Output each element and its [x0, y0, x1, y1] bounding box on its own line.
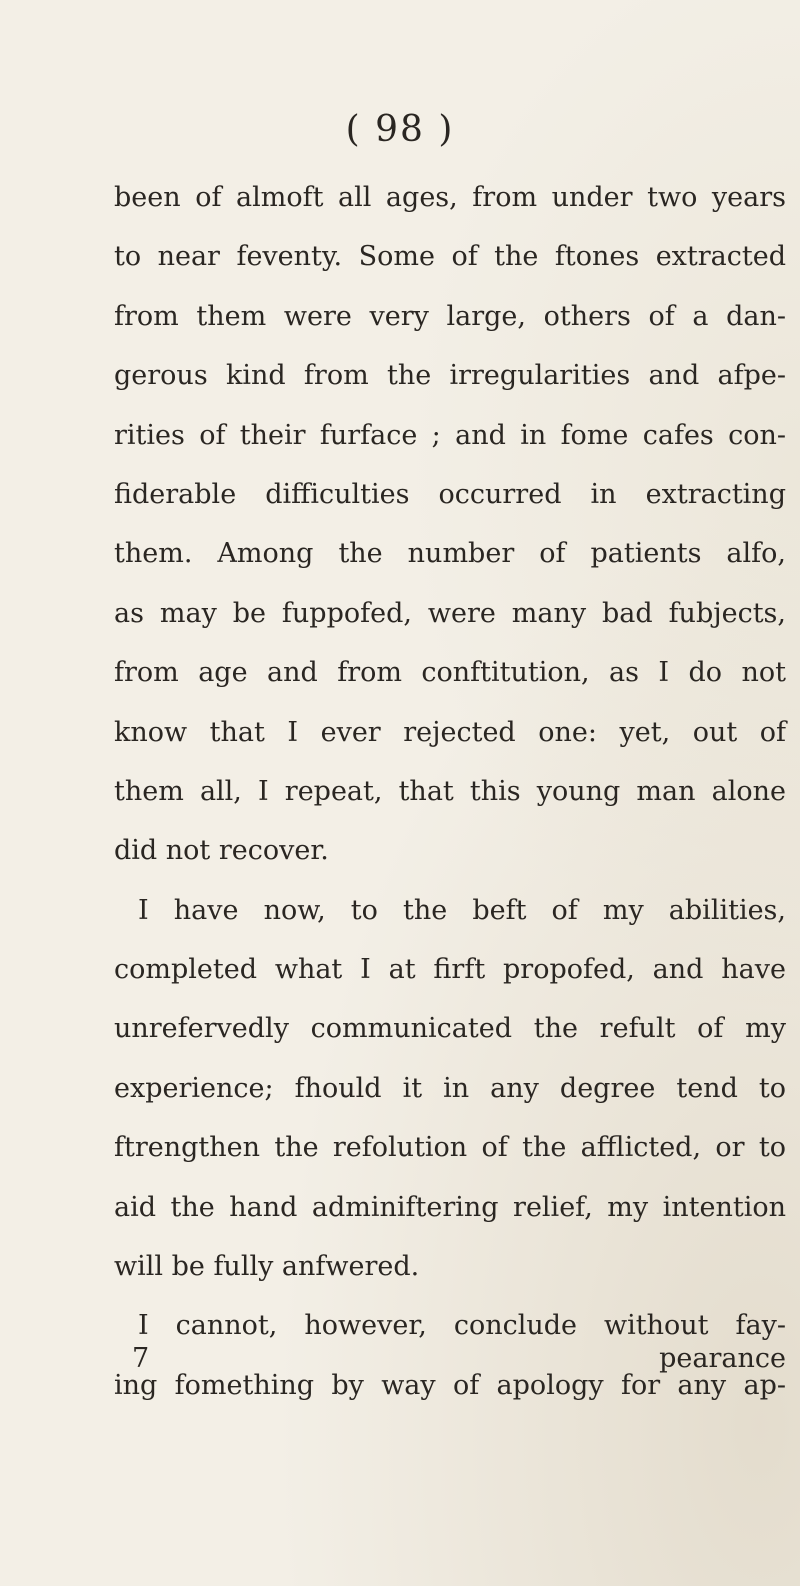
text-line: rities of their furface ; and in fome cafes con-: [114, 419, 786, 451]
text-line: as may be fuppofed, were many bad fubjects,: [114, 597, 786, 629]
paragraph-start-line: I cannot, however, conclude without fay-: [138, 1310, 786, 1342]
text-line: gerous kind from the irregularities and afpe-: [114, 360, 786, 392]
text-line: know that I ever rejected one: yet, out of: [114, 716, 786, 748]
text-line: ing fomething by way of apology for any ap-: [114, 1369, 786, 1401]
text-line: aid the hand adminiftering relief, my intention: [114, 1191, 786, 1223]
text-line: completed what I at firft propofed, and have: [114, 954, 786, 986]
text-line: will be fully anfwered.: [114, 1251, 420, 1283]
text-line: them. Among the number of patients alfo,: [114, 538, 786, 570]
page-footer: [114, 1339, 786, 1379]
catchword: pearance: [659, 1343, 786, 1374]
text-line: to near feventy. Some of the ftones extracted: [114, 241, 786, 273]
text-line: from age and from conftitution, as I do not: [114, 657, 786, 689]
body-text: [114, 168, 786, 1415]
page-number: ( 98 ): [345, 109, 455, 150]
text-line: them all, I repeat, that this young man alone: [114, 775, 786, 807]
text-line: experience; fhould it in any degree tend to: [114, 1072, 786, 1104]
text-line: ftrengthen the refolution of the afflicted, or to: [114, 1132, 786, 1164]
text-line: did not recover.: [114, 835, 329, 867]
text-line: been of almoft all ages, from under two years: [114, 182, 786, 213]
text-line: unrefervedly communicated the refult of my: [114, 1013, 786, 1045]
paragraph-start-line: I have now, to the beft of my abilities,: [138, 894, 786, 926]
text-line: from them were very large, others of a dan-: [114, 300, 786, 332]
signature-mark: 7: [132, 1343, 150, 1374]
text-line: fiderable difficulties occurred in extracting: [114, 478, 786, 510]
